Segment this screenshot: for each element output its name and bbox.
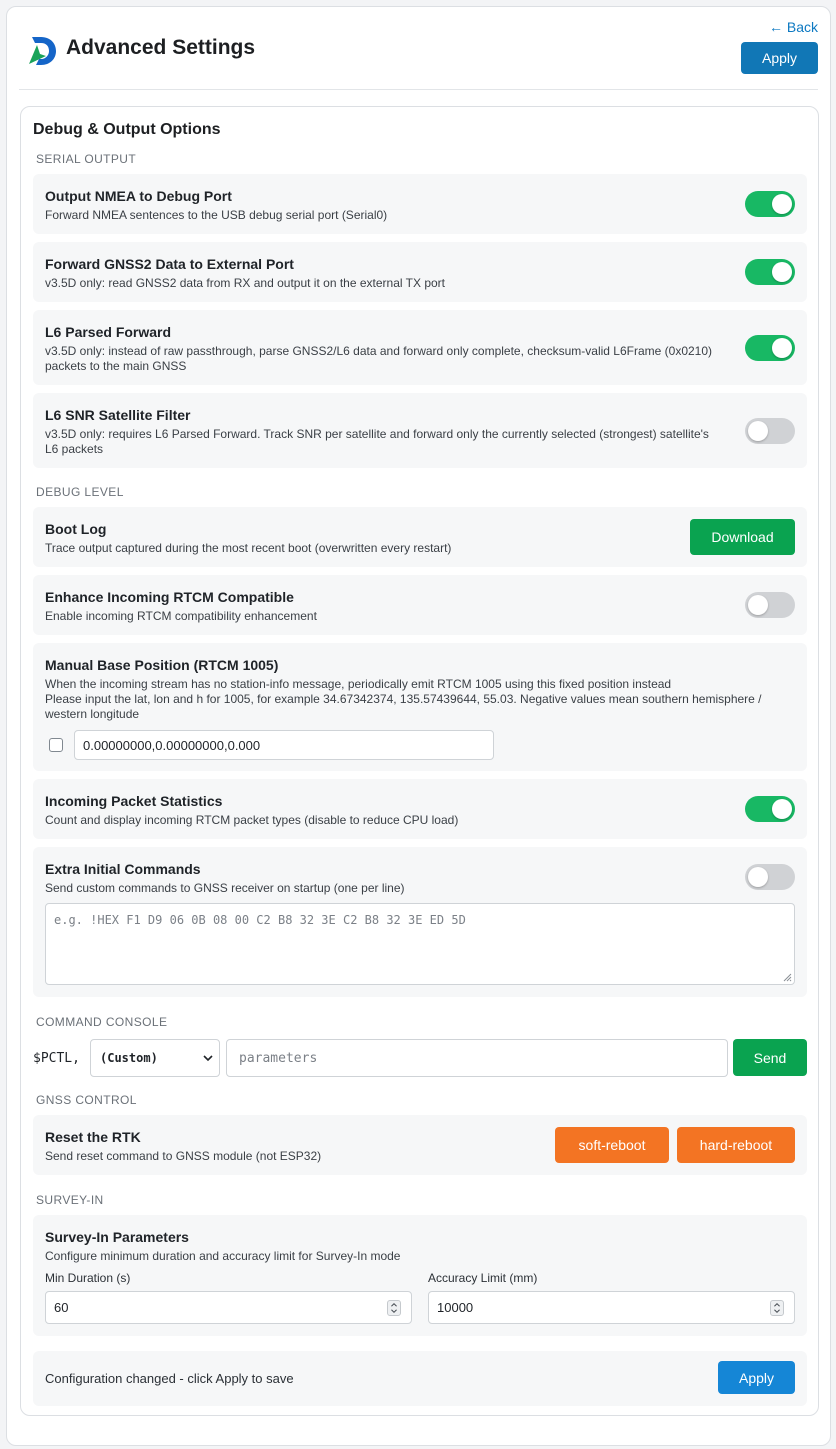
l6-snr-toggle[interactable] bbox=[745, 418, 795, 444]
base-position-input[interactable]: 0.00000000,0.00000000,0.000 bbox=[74, 730, 494, 760]
apply-button-bottom[interactable]: Apply bbox=[718, 1361, 795, 1394]
setting-title: Reset the RTK bbox=[45, 1129, 141, 1145]
stepper-icon[interactable] bbox=[770, 1300, 784, 1316]
debug-output-card bbox=[20, 106, 819, 1416]
setting-description: Send reset command to GNSS module (not ESP32) bbox=[45, 1149, 322, 1163]
setting-description-example: Please input the lat, lon and h for 1005, for example 34.67342374, 135.57439644, 55.03. Negative values mean southern hemisphere / western longitude bbox=[45, 692, 762, 721]
setting-title: L6 Parsed Forward bbox=[45, 324, 172, 340]
setting-description: Forward NMEA sentences to the USB debug serial port (Serial0) bbox=[45, 208, 388, 222]
setting-title: Survey-In Parameters bbox=[45, 1229, 189, 1245]
toggle-knob bbox=[748, 595, 768, 615]
toggle-knob bbox=[772, 194, 792, 214]
apply-button-top[interactable]: Apply bbox=[741, 42, 818, 74]
setting-row-survey-in bbox=[33, 1215, 807, 1336]
min-duration-value: 60 bbox=[54, 1300, 69, 1315]
extra-commands-textarea[interactable] bbox=[45, 903, 795, 985]
toggle-knob bbox=[748, 421, 768, 441]
extra-commands-toggle[interactable] bbox=[745, 864, 795, 890]
card-title: Debug & Output Options bbox=[33, 121, 221, 138]
section-command-console: COMMAND CONSOLE bbox=[36, 1015, 168, 1029]
setting-title: Manual Base Position (RTCM 1005) bbox=[45, 657, 279, 673]
setting-row-nmea bbox=[33, 174, 807, 234]
setting-title: Forward GNSS2 Data to External Port bbox=[45, 256, 294, 272]
setting-row-gnss2 bbox=[33, 242, 807, 302]
setting-row-extra-commands bbox=[33, 847, 807, 997]
select-value: (Custom) bbox=[100, 1051, 158, 1065]
page-title: Advanced Settings bbox=[66, 36, 256, 59]
manual-base-checkbox[interactable] bbox=[49, 738, 63, 752]
setting-title: L6 SNR Satellite Filter bbox=[45, 407, 191, 423]
setting-description: Count and display incoming RTCM packet types (disable to reduce CPU load) bbox=[45, 813, 459, 827]
section-survey-in: SURVEY-IN bbox=[36, 1193, 104, 1207]
min-duration-label: Min Duration (s) bbox=[45, 1271, 131, 1285]
setting-description: v3.5D only: requires L6 Parsed Forward. Track SNR per satellite and forward only the currently selected (strongest) satellite's L6 packets bbox=[45, 427, 709, 456]
accuracy-limit-value: 10000 bbox=[437, 1300, 474, 1315]
accuracy-limit-label: Accuracy Limit (mm) bbox=[428, 1271, 538, 1285]
toggle-knob bbox=[772, 262, 792, 282]
toggle-knob bbox=[772, 338, 792, 358]
setting-title: Extra Initial Commands bbox=[45, 861, 201, 877]
soft-reboot-button[interactable]: soft-reboot bbox=[555, 1127, 669, 1163]
setting-row-boot-log bbox=[33, 507, 807, 567]
header-divider bbox=[19, 89, 818, 90]
chevron-down-icon bbox=[203, 1054, 213, 1062]
parameters-input[interactable]: parameters bbox=[226, 1039, 728, 1077]
rtcm-compat-toggle[interactable] bbox=[745, 592, 795, 618]
section-gnss-control: GNSS CONTROL bbox=[36, 1093, 137, 1107]
settings-page bbox=[6, 6, 831, 1446]
config-changed-status: Configuration changed - click Apply to save bbox=[45, 1371, 294, 1386]
back-link[interactable]: ← Back bbox=[768, 19, 818, 35]
command-select[interactable] bbox=[90, 1039, 220, 1077]
gnss2-toggle[interactable] bbox=[745, 259, 795, 285]
setting-title: Boot Log bbox=[45, 521, 107, 537]
setting-title: Output NMEA to Debug Port bbox=[45, 188, 232, 204]
toggle-knob bbox=[748, 867, 768, 887]
apply-footer-bar bbox=[33, 1351, 807, 1406]
setting-description: v3.5D only: instead of raw passthrough, parse GNSS2/L6 data and forward only complete, checksum-valid L6Frame (0x0210) packets to the main GNSS bbox=[45, 344, 713, 373]
stepper-icon[interactable] bbox=[387, 1300, 401, 1316]
accuracy-limit-input[interactable] bbox=[428, 1291, 795, 1324]
setting-description: Enable incoming RTCM compatibility enhancement bbox=[45, 609, 317, 623]
setting-description: Configure minimum duration and accuracy limit for Survey-In mode bbox=[45, 1249, 401, 1263]
nmea-toggle[interactable] bbox=[745, 191, 795, 217]
resize-handle-icon[interactable] bbox=[782, 972, 792, 982]
send-button[interactable]: Send bbox=[733, 1039, 807, 1076]
toggle-knob bbox=[772, 799, 792, 819]
command-prefix: $PCTL, bbox=[33, 1051, 80, 1066]
section-debug-level: DEBUG LEVEL bbox=[36, 485, 124, 499]
setting-row-reset-rtk bbox=[33, 1115, 807, 1175]
setting-row-l6-snr bbox=[33, 393, 807, 468]
logo-d-icon bbox=[25, 34, 59, 68]
setting-title: Enhance Incoming RTCM Compatible bbox=[45, 589, 294, 605]
download-button[interactable]: Download bbox=[690, 519, 795, 555]
packet-stats-toggle[interactable] bbox=[745, 796, 795, 822]
setting-description: When the incoming stream has no station-info message, periodically emit RTCM 1005 using this fixed position instead bbox=[45, 677, 672, 691]
setting-row-manual-base bbox=[33, 643, 807, 771]
setting-description: Trace output captured during the most recent boot (overwritten every restart) bbox=[45, 541, 452, 555]
setting-description: v3.5D only: read GNSS2 data from RX and output it on the external TX port bbox=[45, 276, 445, 290]
hard-reboot-button[interactable]: hard-reboot bbox=[677, 1127, 795, 1163]
min-duration-input[interactable] bbox=[45, 1291, 412, 1324]
setting-title: Incoming Packet Statistics bbox=[45, 793, 223, 809]
l6-parsed-toggle[interactable] bbox=[745, 335, 795, 361]
setting-row-l6-parsed bbox=[33, 310, 807, 385]
setting-row-packet-stats bbox=[33, 779, 807, 839]
setting-description: Send custom commands to GNSS receiver on startup (one per line) bbox=[45, 881, 405, 895]
setting-row-rtcm-compat bbox=[33, 575, 807, 635]
section-serial-output: SERIAL OUTPUT bbox=[36, 152, 137, 166]
textarea-placeholder: e.g. !HEX F1 D9 06 0B 08 00 C2 B8 32 3E C2 B8 32 3E ED 5D bbox=[54, 913, 466, 927]
